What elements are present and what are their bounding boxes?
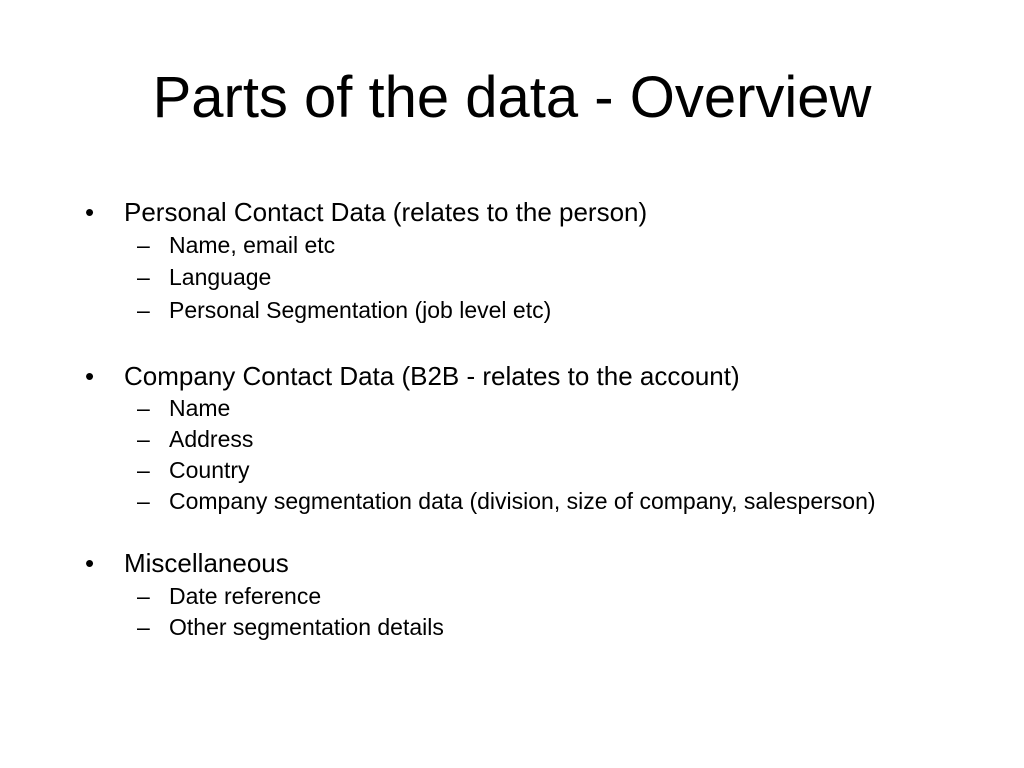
bullet-text: Miscellaneous <box>124 548 289 578</box>
slide-title: Parts of the data - Overview <box>152 65 872 130</box>
sub-bullet-marker: – <box>137 264 150 290</box>
sub-bullet-text: Name, email etc <box>169 232 336 258</box>
sub-bullet-marker: – <box>137 583 150 609</box>
sub-bullet-text: Language <box>169 264 272 290</box>
sub-bullet-marker: – <box>137 426 150 452</box>
bullet-marker: • <box>85 548 95 578</box>
sub-bullet-text: Other segmentation details <box>169 614 444 640</box>
sub-bullet-text: Country <box>169 457 250 483</box>
sub-bullet-marker: – <box>137 457 150 483</box>
bullet-marker: • <box>85 361 95 391</box>
sub-bullet-text: Personal Segmentation (job level etc) <box>169 297 552 323</box>
sub-bullet-text: Company segmentation data (division, size of company, salesperson) <box>169 488 876 514</box>
sub-bullet-marker: – <box>137 232 150 258</box>
sub-bullet-text: Date reference <box>169 583 322 609</box>
sub-bullet-marker: – <box>137 488 150 514</box>
bullet-marker: • <box>85 197 95 227</box>
bullet-text: Company Contact Data (B2B - relates to the account) <box>124 361 740 391</box>
sub-bullet-marker: – <box>137 614 150 640</box>
sub-bullet-text: Name <box>169 395 231 421</box>
sub-bullet-marker: – <box>137 395 150 421</box>
sub-bullet-text: Address <box>169 426 254 452</box>
sub-bullet-marker: – <box>137 297 150 323</box>
bullet-text: Personal Contact Data (relates to the person) <box>124 197 648 227</box>
